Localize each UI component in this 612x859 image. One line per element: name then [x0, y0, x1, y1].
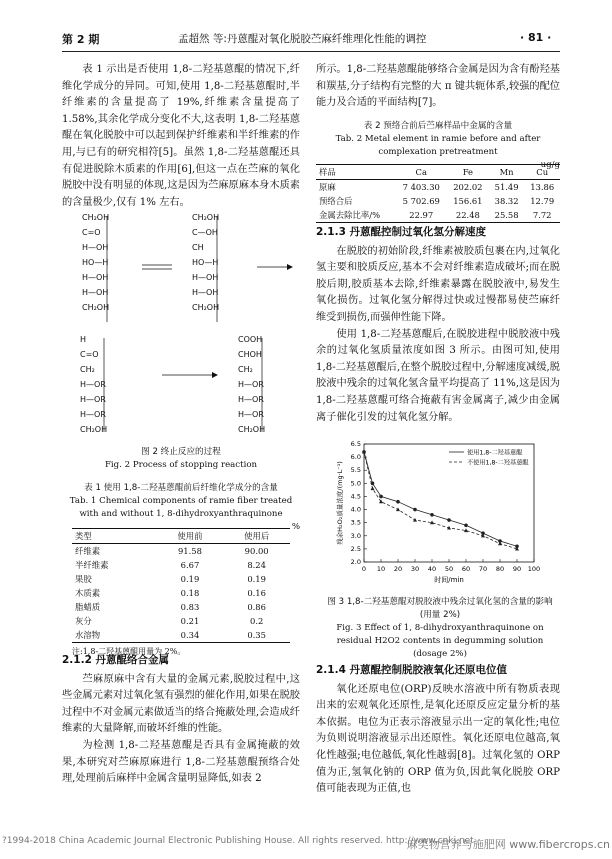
table2-col-header: Mn: [489, 165, 525, 180]
legend-label: 使用1,8-二羟基蒽醌: [467, 449, 523, 457]
scheme-bl-line-3: H—OR: [80, 380, 106, 389]
table1-col-header: 使用前: [157, 529, 224, 544]
table-cell: 12.79: [530, 196, 555, 206]
table-cell: 91.58: [177, 546, 202, 556]
x-tick-label: 70: [478, 565, 488, 573]
table-cell: 51.49: [494, 182, 519, 192]
scheme-br-line-5: H—OR: [238, 410, 264, 419]
scheme-bl-line-5: H—OR: [80, 410, 106, 419]
table2-col-header: Cu: [524, 165, 560, 180]
y-tick-label: 6.5: [350, 440, 361, 448]
scheme-bl-line-4: H—OR: [80, 395, 106, 404]
scheme-tl-line-2: H—OH: [82, 243, 109, 252]
y-axis-label: 残余H₂O₂质量浓度/(mg·L⁻¹): [336, 461, 344, 545]
right-para-3: 使用 1,8-二羟基蒽醌后,在脱胶进程中脱胶液中残余的过氧化氢质量浓度如图 3 所示。由图可知,使用 1,8-二羟基蒽醌后,在整个脱胶过程中,分解速度减缓,脱胶液中残余的过氧化氢含量平均提高了 11%,这是因为 1,8-二羟基蒽醌可络合掩蔽有害金属离子,减少由金属离子催化引发的过氧化氢分解。: [316, 328, 560, 423]
table-cell: 0.21: [180, 616, 200, 626]
data-point: [430, 513, 434, 517]
right-column-lower: [316, 656, 560, 798]
table-cell: 0.19: [180, 574, 200, 584]
scheme-tm-line-6: CH₂OH: [192, 303, 220, 312]
x-tick-label: 20: [393, 565, 403, 573]
section-2-1-4: 2.1.4 丹蒽醌控制脱胶液氧化还原电位值: [316, 664, 508, 676]
scheme-br-line-2: CH₂: [238, 365, 253, 374]
scheme-br-line-6: CH₂OH: [238, 425, 266, 434]
table2: [316, 164, 560, 223]
table1-note: 注:1,8-二羟基蒽醌用量为 2%。: [72, 647, 186, 656]
table-cell: 13.86: [530, 182, 555, 192]
scheme-tl-line-4: H—OH: [82, 273, 109, 282]
table-cell: 7 403.30: [402, 182, 440, 192]
table-cell: 5 702.69: [402, 196, 440, 206]
table-row: [316, 194, 560, 208]
table1-header-row: [72, 529, 290, 544]
table1-caption-en: Tab. 1 Chemical components of ramie fiber treated with and without 1, 8-dihydroxyanthraquinone: [69, 496, 293, 519]
right-column: [316, 62, 560, 112]
fig3-chart: [334, 438, 544, 590]
y-tick-label: 3.5: [350, 518, 361, 527]
fig3-caption: [326, 596, 554, 661]
table-cell: 0.19: [247, 574, 266, 584]
table1-caption-cn: 表 1 使用 1,8-二羟基蒽醌前后纤维化学成分的含量: [84, 483, 278, 493]
running-title: 孟超然 等:丹蒽醌对氧化脱胶苎麻纤维理化性能的调控: [178, 33, 427, 45]
scheme-br-line-0: COOH: [238, 335, 263, 344]
x-tick-label: 80: [495, 565, 505, 573]
table-cell: 金属去除比率/%: [316, 208, 396, 223]
data-point: [413, 518, 417, 522]
table-cell: 脂蜡质: [75, 602, 101, 612]
left-para-1: 表 1 示出是否使用 1,8-二羟基蒽醌的情况下,纤维化学成分的异同。可知,使用 1,8-二羟基蒽醌时,半纤维素的含量提高了 19%,纤维素含量提高了 1.58%,其余化学成分变化不大,这表明 1,8-二羟基蒽醌在氧化脱胶中可以起到保护纤维素和半纤维素的作用,与已有的研究相符[5]。虽然 1,8-二羟基蒽醌还具有促进脱除木质素的作用[6],但这一点在苎麻的氧化脱胶中没有明显的体现,这是因为苎麻原麻本身木质素的含量极少,仅有 1% 左右。: [62, 64, 300, 208]
table-cell: 果胶: [75, 574, 92, 584]
section-2-1-3: 2.1.3 丹蒽醌控制过氧化氢分解速度: [316, 226, 487, 238]
table-row: [72, 600, 290, 614]
scheme-bl-line-2: CH₂: [80, 365, 95, 374]
scheme-bl-line-0: H: [80, 335, 87, 344]
x-tick-label: 0: [361, 565, 367, 573]
table1-col-header: 类型: [72, 529, 157, 544]
table-cell: 灰分: [75, 616, 92, 626]
fig3-caption-cn: 图 3 1,8-二羟基蒽醌对脱胶液中残余过氧化氢的含量的影响(用量 2%): [327, 597, 553, 620]
fig2-caption-cn: 图 2 终止反应的过程: [141, 447, 221, 457]
legend-label: 不使用1,8-二羟基蒽醌: [467, 459, 529, 467]
table-row: [72, 544, 290, 559]
y-tick-label: 2.5: [350, 544, 361, 553]
structure-top-middle: [192, 210, 219, 315]
scheme-tm-line-1: C—OH: [192, 228, 218, 237]
table2-caption-cn: 表 2 预络合前后苎麻样品中金属的含量: [363, 121, 513, 131]
right-column-middle: [316, 218, 560, 426]
table2-header-row: [316, 165, 560, 180]
x-tick-label: 30: [410, 565, 420, 573]
table2-col-header: Ca: [396, 165, 447, 180]
structure-bottom-left: [80, 332, 107, 437]
table1-caption: [62, 482, 300, 534]
table-cell: 0.2: [249, 616, 264, 626]
scheme-bl-line-1: C=O: [80, 350, 99, 359]
left-para-3: 为检测 1,8-二羟基蒽醌是否具有金属掩蔽的效果,本研究对苎麻原麻进行 1,8-二羟基蒽醌预络合处理,处理前后麻样中金属含量明显降低,如表 2: [62, 739, 300, 785]
data-point: [396, 500, 400, 504]
section-2-1-2: 2.1.2 丹蒽醌络合金属: [62, 654, 170, 666]
right-para-4: 氧化还原电位(ORP)反映水溶液中所有物质表现出来的宏观氧化还原性,是氧化还原反应定量分析的基本依据。电位为正表示溶液显示出一定的氧化性;电位为负则说明溶液显示出还原性。氧化还原电位越高,氧化性越强;电位越低,氧化性越弱[8]。过氧化氢的 ORP 值为正,氢氧化钠的 ORP 值为负,因此氧化脱胶 ORP 值可能表现为正值,也: [316, 683, 560, 795]
left-column-lower: [62, 646, 300, 788]
table-row: [72, 558, 290, 572]
table-cell: 22.48: [447, 208, 489, 223]
y-tick-label: 2.0: [350, 558, 361, 566]
table-cell: 0.86: [247, 602, 266, 612]
fig2-caption: [62, 446, 300, 472]
y-tick-label: 4.5: [350, 492, 361, 501]
structure-bottom-right: [238, 332, 265, 437]
left-para-2: 苎麻原麻中含有大量的金属元素,脱胶过程中,这些金属元素对过氧化氢有强烈的催化作用,如果在脱胶过程中不对金属元素做适当的络合掩蔽处理,会造成纤维素的大量降解,而破坏纤维的性能。: [62, 673, 300, 735]
table-cell: 纤维素: [75, 546, 101, 556]
issue-label: 第 2 期: [62, 33, 100, 46]
scheme-tm-line-5: H—OH: [192, 288, 219, 297]
table2-unit: ug/g: [540, 160, 560, 170]
x-tick-label: 90: [512, 565, 522, 573]
table-cell: 156.61: [453, 196, 483, 206]
table-cell: 38.32: [494, 196, 519, 206]
y-tick-label: 3.0: [350, 531, 361, 540]
right-para-2: 在脱胶的初始阶段,纤维素被胶质包裹在内,过氧化氢主要和胶质反应,基本不会对纤维素造成破坏;而在脱胶后期,胶质基本去除,纤维素暴露在脱胶液中,易发生氧化损伤。过氧化氢分解得过快或过慢都易使苎麻纤维受到损伤,而强伸性能下降。: [316, 245, 560, 323]
scheme-tm-line-2: CH: [192, 243, 204, 252]
scheme-tm-line-0: CH₂OH: [192, 213, 220, 222]
y-tick-label: 5.0: [350, 479, 361, 488]
scheme-br-line-1: CHOH: [238, 350, 262, 359]
table-row: [72, 586, 290, 600]
table-cell: 0.83: [180, 602, 200, 612]
table-cell: 25.58: [489, 208, 525, 223]
table-row: [72, 628, 290, 643]
table1: [72, 528, 290, 657]
table-cell: 0.18: [180, 588, 200, 598]
scheme-tl-line-1: C=O: [82, 228, 101, 237]
table-cell: 0.34: [157, 628, 224, 643]
x-tick-label: 50: [444, 565, 454, 573]
scheme-bl-line-6: CH₂OH: [80, 425, 108, 434]
scheme-tl-line-6: CH₂OH: [82, 303, 110, 312]
table2-col-header: 样品: [316, 165, 396, 180]
y-tick-label: 4.0: [350, 505, 361, 514]
table-cell: 6.67: [180, 560, 200, 570]
footer-watermark: 麻类物营养与施肥网 www.fibercrops.cn: [406, 838, 610, 851]
table-cell: 水溶物: [72, 628, 157, 643]
table1-col-header: 使用后: [223, 529, 290, 544]
header-rule: [62, 51, 560, 52]
data-point: [379, 495, 383, 499]
scheme-br-line-4: H—OR: [238, 395, 264, 404]
scheme-tm-line-4: H—OH: [192, 273, 219, 282]
fig3-caption-en: Fig. 3 Effect of 1, 8-dihydroxyanthraquinone on residual H2O2 contents in degumming solution (dosage 2%): [336, 623, 544, 659]
table-row: [72, 572, 290, 586]
x-axis-label: 时间/min: [434, 576, 464, 584]
page-number: · 81 ·: [520, 31, 552, 44]
table-cell: 7.72: [524, 208, 560, 223]
footer: [2, 836, 610, 851]
x-tick-label: 100: [527, 565, 541, 573]
right-para-1: 所示。1,8-二羟基蒽醌能够络合金属是因为含有酚羟基和羰基,分子结构有完整的大 π 键共轭体系,较强的配位能力及合适的平面结构[7]。: [316, 64, 560, 109]
table1-unit: %: [291, 522, 300, 532]
scheme-tm-line-3: HO—H: [192, 258, 219, 267]
scheme-br-line-3: H—OR: [238, 380, 264, 389]
table-cell: 木质素: [75, 588, 101, 598]
fig2-caption-en: Fig. 2 Process of stopping reaction: [104, 460, 258, 470]
y-tick-label: 6.0: [350, 453, 361, 462]
table2-col-header: Fe: [447, 165, 489, 180]
footer-copyright: ?1994-2018 China Academic Journal Electronic Publishing House. All rights reserved. http://www.cnki.net: [2, 836, 474, 846]
left-column: [62, 62, 300, 211]
table2-caption-en: Tab. 2 Metal element in ramie before and after complexation pretreatment: [335, 134, 541, 157]
data-point: [371, 486, 375, 490]
table-cell: 22.97: [396, 208, 447, 223]
scheme-tl-line-5: H—OH: [82, 288, 109, 297]
x-tick-label: 40: [427, 565, 437, 573]
table-cell: 原麻: [319, 182, 336, 192]
table-row: [316, 180, 560, 195]
fig3-svg: [334, 438, 544, 590]
table-cell: 预络合后: [319, 196, 353, 206]
table-cell: 0.35: [223, 628, 290, 643]
table-cell: 半纤维素: [75, 560, 109, 570]
data-point: [464, 523, 468, 527]
table-row: [72, 614, 290, 628]
table-cell: 202.02: [453, 182, 483, 192]
data-point: [447, 518, 451, 522]
table-cell: 0.16: [247, 588, 266, 598]
structure-top-left: [82, 210, 109, 315]
x-tick-label: 10: [376, 565, 386, 573]
data-point: [413, 508, 417, 512]
y-tick-label: 5.5: [350, 466, 361, 475]
reaction-scheme: [62, 210, 300, 435]
table-cell: 90.00: [244, 546, 269, 556]
x-tick-label: 60: [461, 565, 471, 573]
table-cell: 8.24: [247, 560, 266, 570]
scheme-tl-line-0: CH₂OH: [82, 213, 110, 222]
scheme-tl-line-3: HO—H: [82, 258, 109, 267]
